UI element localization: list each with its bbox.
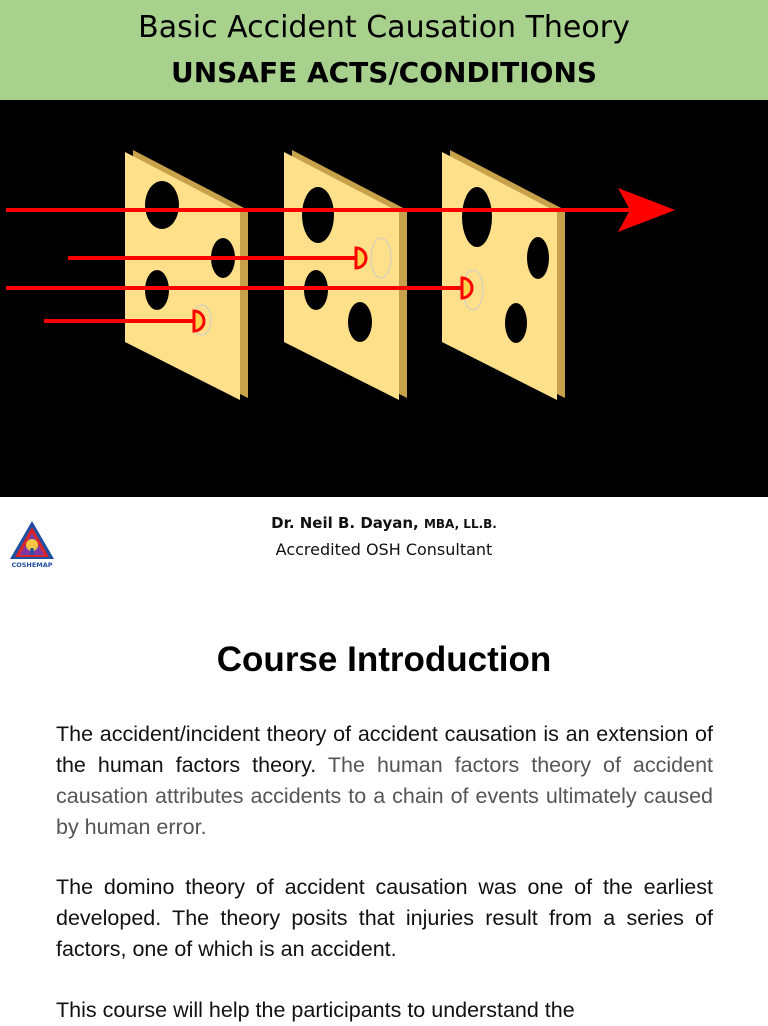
cheese-slice-2 (284, 150, 407, 400)
intro-paragraph-1-part-a: The accident/incident theory of accident causation is an extension of the human factors theory. (56, 722, 713, 777)
intro-paragraph-1 (56, 719, 713, 843)
svg-text:COSHEMAP: COSHEMAP (11, 561, 53, 569)
author-role: Accredited OSH Consultant (275, 540, 493, 559)
intro-paragraph-1-part-b: The human factors theory of accident causation attributes accidents to a chain of events ultimately caused by human error. (56, 753, 713, 839)
swiss-cheese-graphic (0, 100, 768, 497)
author-name-line (0, 512, 768, 535)
cheese-slice-1 (125, 150, 248, 400)
slide-title: Basic Accident Causation Theory (138, 10, 630, 45)
author-name: Dr. Neil B. Dayan, (271, 514, 419, 532)
author-block (0, 512, 768, 562)
author-credentials: MBA, LL.B. (423, 517, 497, 531)
title-banner (0, 0, 768, 100)
intro-paragraph-2: The domino theory of accident causation was one of the earliest developed. The theory posits that injuries result from a series of factors, one of which is an accident. (56, 875, 713, 961)
swiss-cheese-illustration (0, 100, 768, 497)
slide-subtitle: UNSAFE ACTS/CONDITIONS (170, 56, 598, 89)
cheese-slice-3 (442, 150, 565, 400)
course-heading: Course Introduction (216, 640, 552, 679)
intro-paragraph-3: This course will help the participants to understand the (56, 998, 575, 1022)
